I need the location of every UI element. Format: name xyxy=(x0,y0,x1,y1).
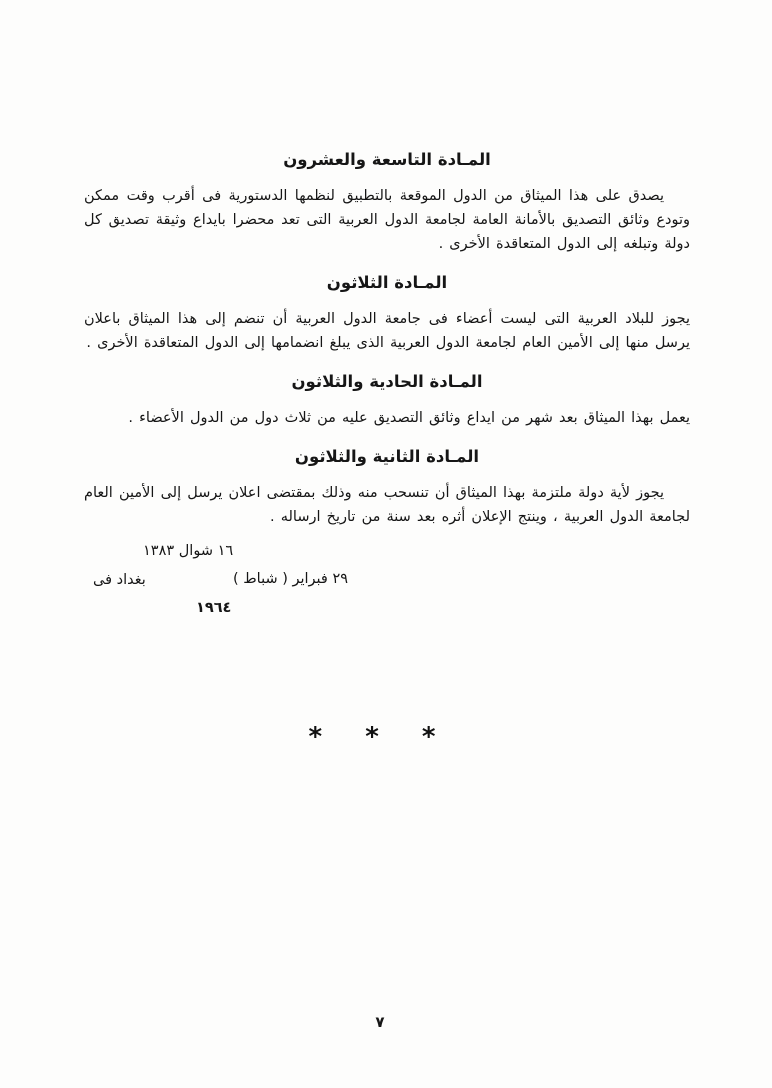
signature-place: بغداد فى xyxy=(93,572,146,588)
article-29-body: يصدق على هذا الميثاق من الدول الموقعة بالتطبيق لنظمها الدستورية فى أقرب وقت ممكن وتودع وثائق التصديق بالأمانة العامة لجامعة الدول العربية التى تعد محضرا بايداع وثيقة تصديق كل دولة وتبلغه إلى الدول المتعاقدة الأخرى . xyxy=(84,188,690,252)
article-30-heading: المـادة الثلاثون xyxy=(326,273,448,292)
article-32-body: يجوز لأية دولة ملتزمة بهذا الميثاق أن تنسحب منه وذلك بمقتضى اعلان يرسل إلى الأمين العام لجامعة الدول العربية ، وينتج الإعلان أثره بعد سنة من تاريخ ارساله . xyxy=(84,485,690,525)
article-30-body: يجوز للبلاد العربية التى ليست أعضاء فى جامعة الدول العربية أن تنضم إلى هذا الميثاق باعلان يرسل منها إلى الأمين العام لجامعة الدول العربية الذى يبلغ انضمامها إلى الدول المتعاقدة الأخرى . xyxy=(84,311,690,351)
signature-gregorian-date: ٢٩ فبراير ( شباط ) xyxy=(233,571,349,587)
signature-block xyxy=(0,543,772,628)
page-number: ٧ xyxy=(375,1013,385,1031)
asterisk-separator: * * * xyxy=(308,722,436,752)
signature-hijri-date: ١٦ شوال ١٣٨٣ xyxy=(143,543,234,559)
signature-year: ١٩٦٤ xyxy=(196,600,232,616)
article-31-body: يعمل بهذا الميثاق بعد شهر من ايداع وثائق التصديق عليه من ثلاث دول من الدول الأعضاء . xyxy=(128,410,690,426)
article-32-heading: المـادة الثانية والثلاثون xyxy=(294,447,480,466)
document-content xyxy=(84,150,690,546)
article-29-heading: المـادة التاسعة والعشرون xyxy=(283,150,491,169)
article-31-heading: المـادة الحادية والثلاثون xyxy=(291,372,483,391)
